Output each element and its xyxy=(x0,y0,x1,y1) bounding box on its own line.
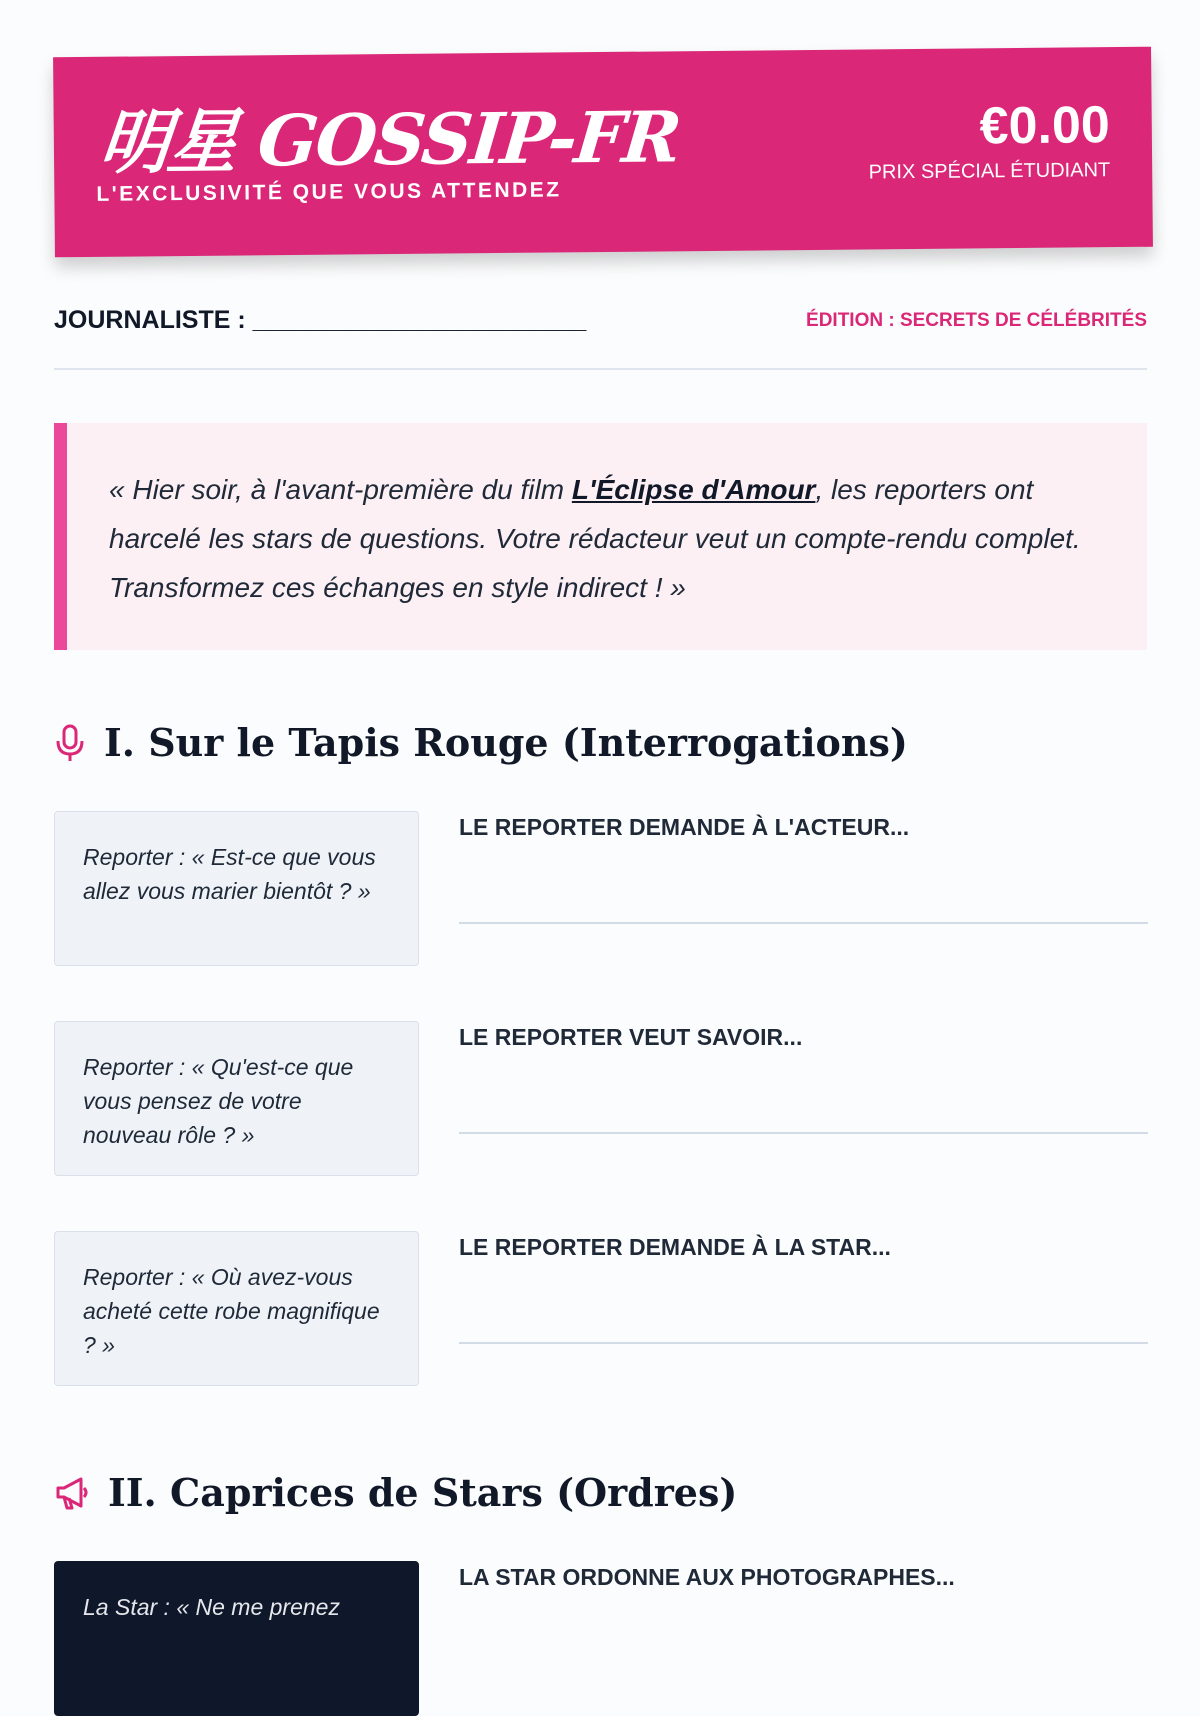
masthead-banner xyxy=(53,47,1153,258)
answer-prompt: LE REPORTER DEMANDE À LA STAR... xyxy=(459,1234,891,1260)
quote-text: La Star : « Ne me prenez xyxy=(83,1594,340,1620)
answer-prompt: LE REPORTER VEUT SAVOIR... xyxy=(459,1024,803,1050)
answer-prompt: LA STAR ORDONNE AUX PHOTOGRAPHES... xyxy=(459,1564,955,1590)
quote-text: Reporter : « Est-ce que vous allez vous marier bientôt ? » xyxy=(83,844,376,904)
answer-line[interactable] xyxy=(459,1132,1148,1134)
quote-text: Reporter : « Où avez-vous acheté cette robe magnifique ? » xyxy=(83,1264,380,1358)
section-title-interrogations xyxy=(54,720,908,765)
megaphone-icon xyxy=(54,1475,90,1511)
film-title: L'Éclipse d'Amour xyxy=(571,474,816,505)
meta-row xyxy=(54,300,1147,370)
journalist-field[interactable]: JOURNALISTE : ________________________ xyxy=(54,306,587,334)
quote-box xyxy=(54,1021,419,1176)
brand-tagline: L'EXCLUSIVITÉ QUE VOUS ATTENDEZ xyxy=(96,178,562,206)
section-title-text: II. Caprices de Stars (Ordres) xyxy=(108,1470,738,1515)
section-title-text: I. Sur le Tapis Rouge (Interrogations) xyxy=(104,720,908,765)
quote-box xyxy=(54,811,419,966)
intro-text-start: « Hier soir, à l'avant-première du film xyxy=(109,474,572,505)
microphone-icon xyxy=(54,723,86,763)
quote-box xyxy=(54,1231,419,1386)
intro-text-end: , les reporters ont harcelé les stars de questions. Votre rédacteur veut un compte-rendu complet. Transformez ces échanges en style indirect ! » xyxy=(109,474,1081,603)
quote-box-dark xyxy=(54,1561,419,1716)
answer-line[interactable] xyxy=(459,1342,1148,1344)
quote-text: Reporter : « Qu'est-ce que vous pensez de votre nouveau rôle ? » xyxy=(83,1054,354,1148)
price-note: PRIX SPÉCIAL ÉTUDIANT xyxy=(868,159,1111,184)
section-title-orders xyxy=(54,1470,737,1515)
edition-label: ÉDITION : SECRETS DE CÉLÉBRITÉS xyxy=(806,310,1147,331)
price: €0.00 xyxy=(979,96,1111,156)
intro-callout xyxy=(54,423,1147,650)
answer-line[interactable] xyxy=(459,922,1148,924)
answer-prompt: LE REPORTER DEMANDE À L'ACTEUR... xyxy=(459,814,910,840)
brand-title: 明星 GOSSIP-FR xyxy=(95,95,684,184)
